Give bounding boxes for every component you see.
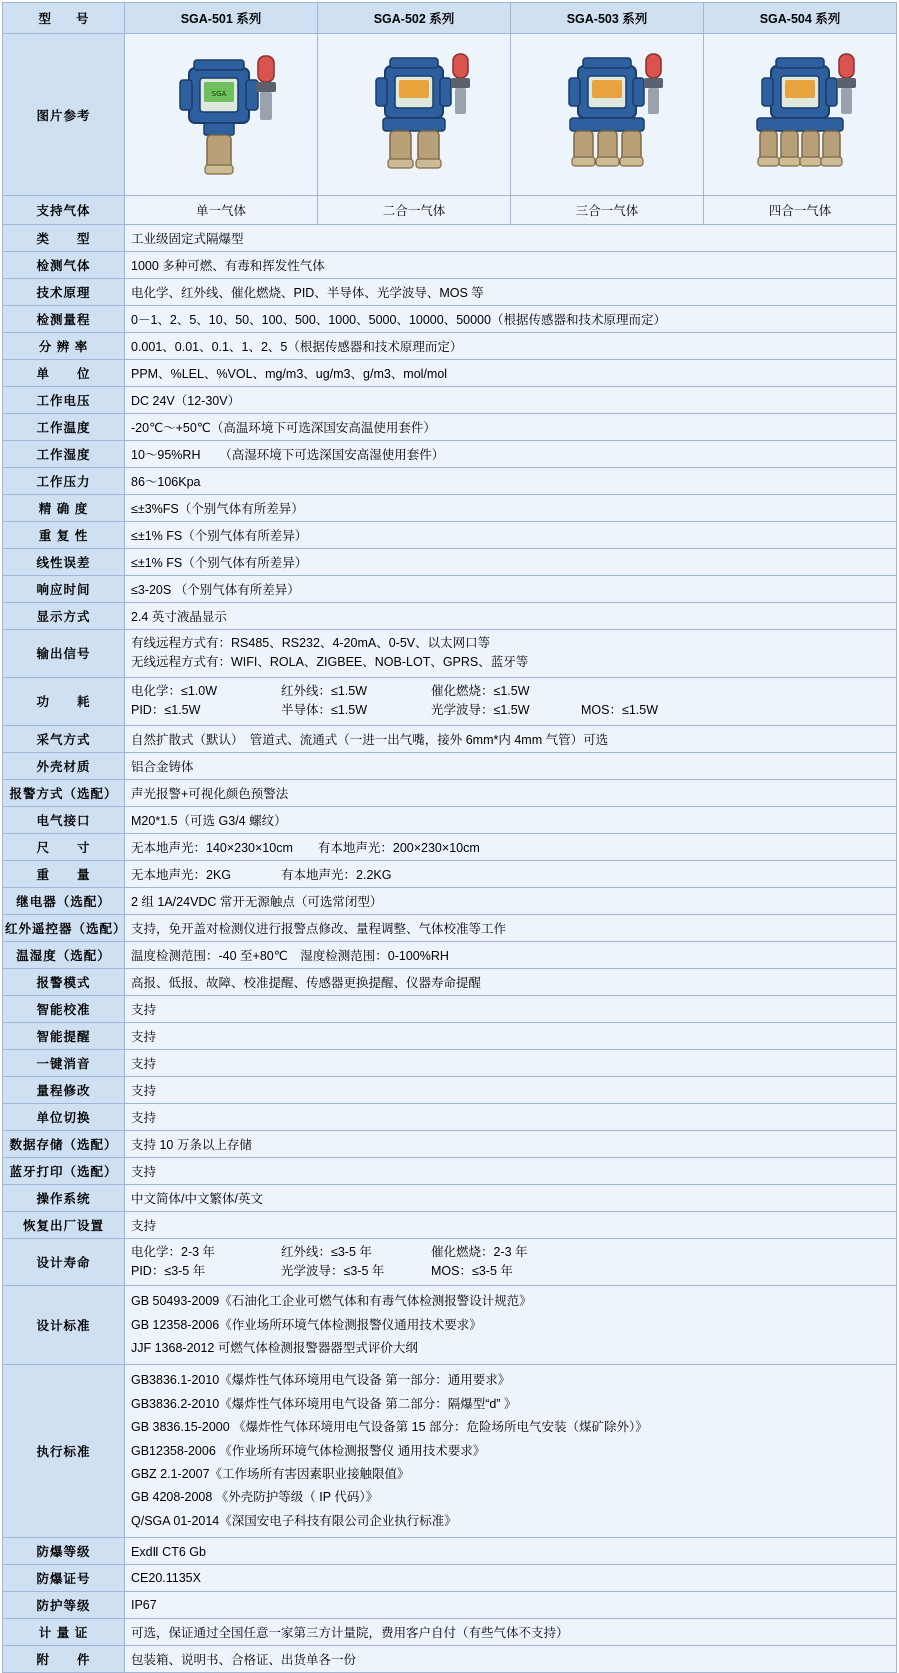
table-row-temperature: [3, 414, 897, 441]
row-value-ex-certificate: CE20.1135X: [125, 1565, 897, 1592]
row-label-mute: 一键消音: [3, 1049, 125, 1076]
row-value-unit: PPM、%LEL、%VOL、mg/m3、ug/m3、g/m3、mol/mol: [125, 360, 897, 387]
row-value-dimensions: 无本地声光：140×230×10cm 有本地声光：200×230×10cm: [125, 833, 897, 860]
exec-standard-7: Q/SGA 01-2014《深国安电子科技有限公司企业执行标准》: [131, 1513, 457, 1528]
table-row-ex-certificate: [3, 1565, 897, 1592]
table-row-images: [3, 34, 897, 196]
row-label-unit: 单 位: [3, 360, 125, 387]
exec-standard-4: GB12358-2006 《作业场所环境气体检测报警仪 通用技术要求》: [131, 1443, 486, 1458]
table-row-factory-reset: [3, 1211, 897, 1238]
lifetime-catalytic: 催化燃烧：2-3 年: [431, 1244, 528, 1259]
row-value-principle: 电化学、红外线、催化燃烧、PID、半导体、光学波导、MOS 等: [125, 279, 897, 306]
table-row-power: [3, 677, 897, 725]
table-row-mute: [3, 1049, 897, 1076]
row-label-output-signal: 输出信号: [3, 630, 125, 678]
table-row-lifetime: [3, 1238, 897, 1286]
svg-text:SGA: SGA: [211, 90, 226, 98]
table-row-weight: [3, 860, 897, 887]
row-label-display: 显示方式: [3, 603, 125, 630]
row-label-temperature: 工作温度: [3, 414, 125, 441]
design-standard-3: JJF 1368-2012 可燃气体检测报警器器型式评价大纲: [131, 1341, 418, 1355]
row-label-type: 类 型: [3, 225, 125, 252]
row-label-design-standard: 设计标准: [3, 1286, 125, 1365]
lifetime-infrared: 红外线：≤3-5 年: [281, 1244, 372, 1259]
power-line-1: [131, 682, 890, 701]
lifetime-pid: PID：≤3-5 年: [131, 1263, 206, 1278]
row-label-dimensions: 尺 寸: [3, 833, 125, 860]
row-label-weight: 重 量: [3, 860, 125, 887]
row-value-unit-switch: 支持: [125, 1103, 897, 1130]
row-label-resolution: 分 辨 率: [3, 333, 125, 360]
table-row-humidity: [3, 441, 897, 468]
output-signal-wireless: 无线远程方式有：WIFI、ROLA、ZIGBEE、NOB-LOT、GPRS、蓝牙等: [131, 655, 529, 670]
row-label-linearity: 线性误差: [3, 549, 125, 576]
model-501: SGA-501 系列: [125, 3, 318, 34]
row-label-response-time: 响应时间: [3, 576, 125, 603]
model-504: SGA-504 系列: [704, 3, 897, 34]
table-row-data-storage: [3, 1130, 897, 1157]
exec-standard-3: GB 3836.15-2000 《爆炸性气体环境用电气设备第 15 部分：危险场所电气安装（煤矿除外）》: [131, 1420, 648, 1435]
row-label-accuracy: 精 确 度: [3, 495, 125, 522]
row-label-lifetime: 设计寿命: [3, 1238, 125, 1286]
row-value-range: 0－1、2、5、10、50、100、500、1000、5000、10000、50000（根据传感器和技术原理而定）: [125, 306, 897, 333]
row-value-weight: 无本地声光：2KG 有本地声光：2.2KG: [125, 860, 897, 887]
image-reference-label: 图片参考: [3, 34, 125, 196]
row-label-power: 功 耗: [3, 677, 125, 725]
row-label-bluetooth-print: 蓝牙打印（选配）: [3, 1157, 125, 1184]
row-label-ex-rating: 防爆等级: [3, 1538, 125, 1565]
model-label: 型 号: [3, 3, 125, 34]
row-label-exec-standard: 执行标准: [3, 1365, 125, 1538]
supported-gas-503: 三合一气体: [511, 196, 704, 225]
model-502: SGA-502 系列: [318, 3, 511, 34]
row-value-response-time: ≤3-20S （个别气体有所差异）: [125, 576, 897, 603]
lifetime-electrochem: 电化学：2-3 年: [131, 1244, 216, 1259]
row-label-sampling: 采气方式: [3, 725, 125, 752]
table-row-temp-humidity-option: [3, 941, 897, 968]
exec-standard-5: GBZ 2.1-2007《工作场所有害因素职业接触限值》: [131, 1466, 410, 1481]
row-label-ir-remote: 红外遥控器（选配）: [3, 914, 125, 941]
table-row-housing: [3, 752, 897, 779]
table-row-ex-rating: [3, 1538, 897, 1565]
row-label-accessories: 附 件: [3, 1646, 125, 1673]
row-value-alarm-mode: 高报、低报、故障、校准提醒、传感器更换提醒、仪器寿命提醒: [125, 968, 897, 995]
product-image-503: [511, 34, 704, 196]
row-value-data-storage: 支持 10 万条以上存储: [125, 1130, 897, 1157]
supported-gas-label: 支持气体: [3, 196, 125, 225]
row-value-ir-remote: 支持，免开盖对检测仪进行报警点修改、量程调整、气体校准等工作: [125, 914, 897, 941]
table-row-accuracy: [3, 495, 897, 522]
exec-standard-6: GB 4208-2008 《外壳防护等级（ IP 代码）》: [131, 1490, 379, 1505]
product-image-502: [318, 34, 511, 196]
row-value-voltage: DC 24V（12-30V）: [125, 387, 897, 414]
table-row-ip-rating: [3, 1592, 897, 1619]
row-value-bluetooth-print: 支持: [125, 1157, 897, 1184]
table-row-detect-gas: [3, 252, 897, 279]
row-value-humidity: 10～95%RH （高湿环境下可选深国安高湿使用套件）: [125, 441, 897, 468]
table-row-output-signal: [3, 630, 897, 678]
power-catalytic: 催化燃烧：≤1.5W: [431, 683, 530, 698]
row-label-ex-certificate: 防爆证号: [3, 1565, 125, 1592]
row-label-relay: 继电器（选配）: [3, 887, 125, 914]
supported-gas-504: 四合一气体: [704, 196, 897, 225]
product-image-504: [704, 34, 897, 196]
table-row-exec-standard: [3, 1365, 897, 1538]
product-image-501: [125, 34, 318, 196]
table-row-repeatability: [3, 522, 897, 549]
row-label-alarm-mode: 报警模式: [3, 968, 125, 995]
lifetime-line-2: [131, 1262, 890, 1281]
table-row-alarm-type: [3, 779, 897, 806]
row-value-type: 工业级固定式隔爆型: [125, 225, 897, 252]
row-value-sampling: 自然扩散式（默认） 管道式、流通式（一进一出气嘴，接外 6mm*内 4mm 气管）可选: [125, 725, 897, 752]
row-label-os: 操作系统: [3, 1184, 125, 1211]
row-value-ip-rating: IP67: [125, 1592, 897, 1619]
gas-detector-icon-503: [520, 38, 695, 188]
table-row-voltage: [3, 387, 897, 414]
row-label-range-edit: 量程修改: [3, 1076, 125, 1103]
gas-detector-icon-501: [134, 38, 309, 188]
row-value-factory-reset: 支持: [125, 1211, 897, 1238]
table-row-relay: [3, 887, 897, 914]
power-pid: PID：≤1.5W: [131, 703, 201, 718]
row-value-linearity: ≤±1% FS（个别气体有所差异）: [125, 549, 897, 576]
row-value-lifetime: [125, 1238, 897, 1286]
table-row-supported-gas: [3, 196, 897, 225]
table-row-dimensions: [3, 833, 897, 860]
row-value-accessories: 包装箱、说明书、合格证、出货单各一份: [125, 1646, 897, 1673]
row-value-housing: 铝合金铸体: [125, 752, 897, 779]
power-line-2: [131, 701, 890, 720]
row-label-smart-calibration: 智能校准: [3, 995, 125, 1022]
gas-detector-icon-504: [713, 38, 888, 188]
row-label-detect-gas: 检测气体: [3, 252, 125, 279]
row-label-factory-reset: 恢复出厂设置: [3, 1211, 125, 1238]
row-value-mute: 支持: [125, 1049, 897, 1076]
row-label-smart-reminder: 智能提醒: [3, 1022, 125, 1049]
row-label-unit-switch: 单位切换: [3, 1103, 125, 1130]
row-label-principle: 技术原理: [3, 279, 125, 306]
row-value-temperature: -20℃～+50℃（高温环境下可选深国安高温使用套件）: [125, 414, 897, 441]
table-row-display: [3, 603, 897, 630]
lifetime-line-1: [131, 1243, 890, 1262]
row-value-temp-humidity-option: 温度检测范围：-40 至+80℃ 湿度检测范围：0-100%RH: [125, 941, 897, 968]
model-503: SGA-503 系列: [511, 3, 704, 34]
lifetime-optical: 光学波导：≤3-5 年: [281, 1263, 385, 1278]
row-value-range-edit: 支持: [125, 1076, 897, 1103]
table-row-type: [3, 225, 897, 252]
design-standard-2: GB 12358-2006《作业场所环境气体检测报警仪通用技术要求》: [131, 1317, 482, 1332]
power-mos: MOS：≤1.5W: [581, 703, 659, 718]
table-row-range: [3, 306, 897, 333]
table-row-accessories: [3, 1646, 897, 1673]
row-value-smart-reminder: 支持: [125, 1022, 897, 1049]
design-standard-1: GB 50493-2009《石油化工企业可燃气体和有毒气体检测报警设计规范》: [131, 1294, 532, 1309]
table-row-model-header: [3, 3, 897, 34]
table-row-unit: [3, 360, 897, 387]
specification-table: [2, 2, 897, 1673]
table-row-response-time: [3, 576, 897, 603]
table-row-bluetooth-print: [3, 1157, 897, 1184]
row-value-output-signal: [125, 630, 897, 678]
table-row-sampling: [3, 725, 897, 752]
row-value-ex-rating: ExdⅡ CT6 Gb: [125, 1538, 897, 1565]
table-row-resolution: [3, 333, 897, 360]
table-row-linearity: [3, 549, 897, 576]
table-row-design-standard: [3, 1286, 897, 1365]
row-value-detect-gas: 1000 多种可燃、有毒和挥发性气体: [125, 252, 897, 279]
row-value-exec-standard: [125, 1365, 897, 1538]
row-label-repeatability: 重 复 性: [3, 522, 125, 549]
table-row-ir-remote: [3, 914, 897, 941]
row-label-metrology-certificate: 计 量 证: [3, 1619, 125, 1646]
row-value-alarm-type: 声光报警+可视化颜色预警法: [125, 779, 897, 806]
table-row-electrical-interface: [3, 806, 897, 833]
row-label-range: 检测量程: [3, 306, 125, 333]
row-label-humidity: 工作湿度: [3, 441, 125, 468]
table-row-range-edit: [3, 1076, 897, 1103]
row-label-data-storage: 数据存储（选配）: [3, 1130, 125, 1157]
table-row-os: [3, 1184, 897, 1211]
row-value-os: 中文简体/中文繁体/英文: [125, 1184, 897, 1211]
row-value-resolution: 0.001、0.01、0.1、1、2、5（根据传感器和技术原理而定）: [125, 333, 897, 360]
table-row-pressure: [3, 468, 897, 495]
row-label-housing: 外壳材质: [3, 752, 125, 779]
power-optical: 光学波导：≤1.5W: [431, 703, 530, 718]
lifetime-mos: MOS：≤3-5 年: [431, 1263, 513, 1278]
table-row-smart-reminder: [3, 1022, 897, 1049]
spec-sheet: [0, 2, 899, 1673]
row-label-electrical-interface: 电气接口: [3, 806, 125, 833]
row-label-pressure: 工作压力: [3, 468, 125, 495]
row-value-power: [125, 677, 897, 725]
row-value-design-standard: [125, 1286, 897, 1365]
exec-standard-1: GB3836.1-2010《爆炸性气体环境用电气设备 第一部分：通用要求》: [131, 1373, 511, 1388]
table-row-alarm-mode: [3, 968, 897, 995]
row-label-alarm-type: 报警方式（选配）: [3, 779, 125, 806]
row-label-ip-rating: 防护等级: [3, 1592, 125, 1619]
table-row-metrology-certificate: [3, 1619, 897, 1646]
row-value-repeatability: ≤±1% FS（个别气体有所差异）: [125, 522, 897, 549]
supported-gas-501: 单一气体: [125, 196, 318, 225]
row-value-accuracy: ≤±3%FS（个别气体有所差异）: [125, 495, 897, 522]
row-label-voltage: 工作电压: [3, 387, 125, 414]
supported-gas-502: 二合一气体: [318, 196, 511, 225]
row-value-display: 2.4 英寸液晶显示: [125, 603, 897, 630]
table-row-smart-calibration: [3, 995, 897, 1022]
row-value-pressure: 86～106Kpa: [125, 468, 897, 495]
output-signal-wired: 有线远程方式有：RS485、RS232、4-20mA、0-5V、以太网口等: [131, 636, 491, 650]
row-label-temp-humidity-option: 温湿度（选配）: [3, 941, 125, 968]
row-value-relay: 2 组 1A/24VDC 常开无源触点（可选常闭型）: [125, 887, 897, 914]
row-value-metrology-certificate: 可选，保证通过全国任意一家第三方计量院，费用客户自付（有些气体不支持）: [125, 1619, 897, 1646]
gas-detector-icon-502: [327, 38, 502, 188]
row-value-smart-calibration: 支持: [125, 995, 897, 1022]
table-row-unit-switch: [3, 1103, 897, 1130]
row-value-electrical-interface: M20*1.5（可选 G3/4 螺纹）: [125, 806, 897, 833]
power-electrochem: 电化学：≤1.0W: [131, 683, 218, 698]
table-row-principle: [3, 279, 897, 306]
power-infrared: 红外线：≤1.5W: [281, 683, 368, 698]
exec-standard-2: GB3836.2-2010《爆炸性气体环境用电气设备 第二部分：隔爆型“d” 》: [131, 1396, 517, 1411]
power-semiconductor: 半导体：≤1.5W: [281, 703, 368, 718]
